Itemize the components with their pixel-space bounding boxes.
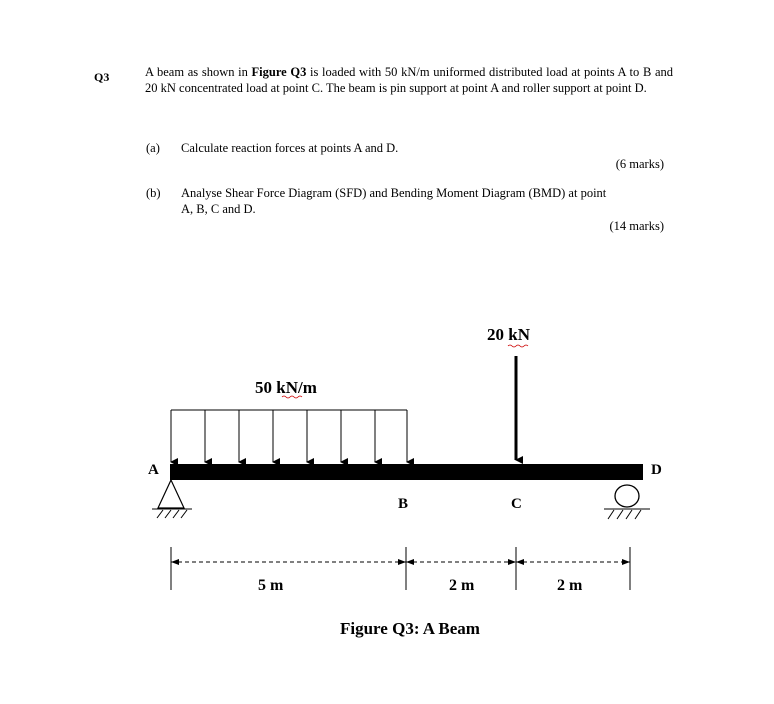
intro-figure-ref: Figure Q3	[251, 65, 307, 79]
part-a-text: Calculate reaction forces at points A and D.	[181, 141, 399, 155]
intro-text-post: is loaded with 50 kN/m uniformed distributed load at points A to B and 20 kN concentrated load at point C. The beam is pin support at point A and roller support at point D.	[145, 65, 674, 95]
part-a-marks: (6 marks)	[615, 157, 664, 171]
part-b-text-line1: Analyse Shear Force Diagram (SFD) and Bending Moment Diagram (BMD) at point	[181, 186, 607, 200]
udl-label: 50 kN/m	[255, 378, 317, 397]
udl-load	[171, 410, 407, 462]
question-number: Q3	[94, 70, 110, 84]
point-b-label: B	[398, 496, 409, 512]
point-d-label: D	[651, 462, 662, 478]
roller-support	[604, 485, 650, 519]
dimension-bc: 2 m	[449, 577, 475, 594]
beam	[170, 464, 643, 480]
spellcheck-squiggle	[282, 396, 302, 398]
figure-caption: Figure Q3: A Beam	[340, 619, 480, 638]
dimension-cd: 2 m	[557, 577, 583, 594]
pin-support	[152, 480, 192, 518]
intro-text-pre: A beam as shown in	[145, 65, 252, 79]
part-a-label: (a)	[146, 141, 160, 155]
dimension-ab: 5 m	[258, 577, 284, 594]
point-load-label: 20 kN	[487, 325, 530, 344]
point-c-label: C	[511, 496, 522, 512]
part-b-label: (b)	[146, 186, 161, 200]
part-b-text-line2: A, B, C and D.	[181, 202, 256, 216]
point-a-label: A	[148, 462, 159, 478]
part-b-marks: (14 marks)	[609, 219, 664, 233]
